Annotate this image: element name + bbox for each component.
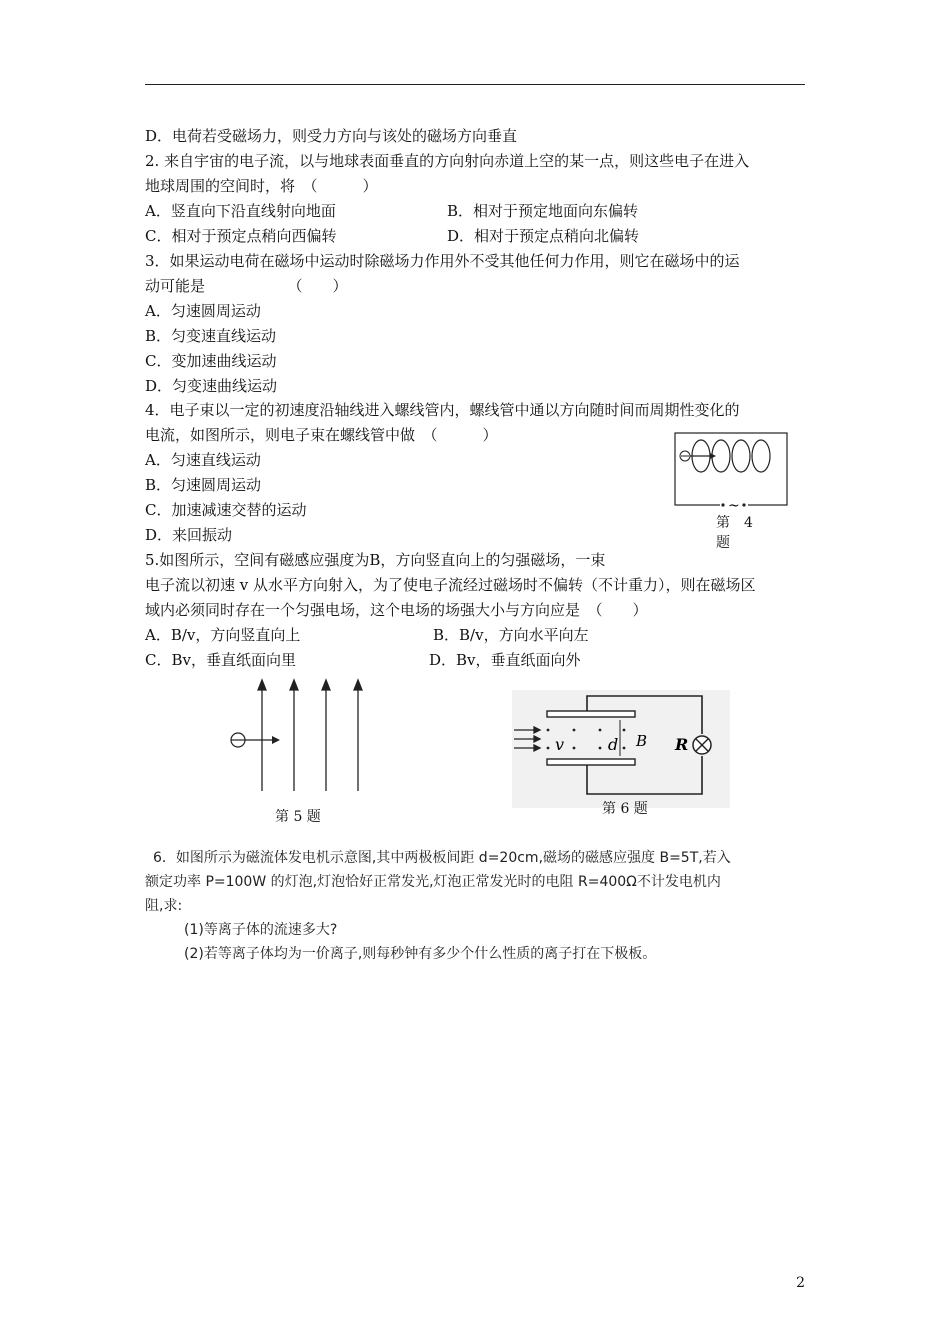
q2-stem-2: 地球周围的空间时，将 （ ）: [145, 177, 378, 195]
q2-option-c: C．相对于预定点稍向西偏转: [145, 227, 337, 245]
q6-line-4: (1)等离子体的流速多大?: [184, 922, 338, 938]
q3-stem-1: 3．如果运动电荷在磁场中运动时除磁场力作用外不受其他任何力作用，则它在磁场中的运: [145, 252, 740, 270]
q3-stem-2: 动可能是 （ ）: [145, 277, 348, 295]
q3-option-a: A．匀速圆周运动: [145, 302, 261, 320]
fig6-caption: 第 6 题: [602, 801, 648, 817]
label-R: R: [675, 735, 689, 754]
page-number: 2: [796, 1275, 805, 1291]
label-v: v: [555, 735, 565, 754]
q4-option-c: C．加速减速交替的运动: [145, 501, 307, 519]
q4-option-b: B．匀速圆周运动: [145, 476, 262, 494]
q4-stem-2: 电流，如图所示，则电子束在螺线管中做 （ ）: [145, 426, 498, 444]
header-rule: [145, 84, 805, 85]
q5-option-c: C．Bv，垂直纸面向里: [145, 651, 296, 669]
label-B: B: [636, 732, 648, 750]
q5-stem-1: 5.如图所示，空间有磁感应强度为B，方向竖直向上的匀强磁场，一束: [145, 551, 606, 569]
q2-stem-1: 2. 来自宇宙的电子流，以与地球表面垂直的方向射向赤道上空的某一点，则这些电子在进入: [145, 152, 750, 170]
q3-option-c: C．变加速曲线运动: [145, 352, 277, 370]
q5-stem-3: 域内必须同时存在一个匀强电场，这个电场的场强大小与方向应是 （ ）: [145, 601, 648, 619]
q3-option-d: D．匀变速曲线运动: [145, 377, 278, 395]
fig6-generator-diagram: [512, 690, 730, 808]
q2-option-a: A．竖直向下沿直线射向地面: [145, 202, 336, 220]
q6-line-3: 阻,求:: [145, 898, 183, 914]
q1-option-d: D．电荷若受磁场力，则受力方向与该处的磁场方向垂直: [145, 127, 518, 145]
q5-option-b: B．B/v，方向水平向左: [433, 626, 589, 644]
fig4-caption-2: 题: [716, 535, 730, 551]
q4-stem-1: 4．电子束以一定的初速度沿轴线进入螺线管内，螺线管中通以方向随时间而周期性变化的: [145, 401, 740, 419]
fig5-caption: 第 5 题: [275, 809, 321, 825]
q4-option-d: D．来回振动: [145, 526, 233, 544]
q2-option-b: B．相对于预定地面向东偏转: [447, 202, 639, 220]
label-d: d: [608, 735, 619, 754]
q2-option-d: D．相对于预定点稍向北偏转: [447, 227, 640, 245]
ac-source-symbol: ~: [728, 498, 740, 514]
q6-line-5: (2)若等离子体均为一价离子,则每秒钟有多少个什么性质的离子打在下极板。: [184, 946, 657, 962]
fig5-field-diagram: [222, 676, 382, 796]
q4-option-a: A．匀速直线运动: [145, 451, 261, 469]
q3-option-b: B．匀变速直线运动: [145, 327, 277, 345]
q5-stem-2: 电子流以初速 v 从水平方向射入，为了使电子流经过磁场时不偏转（不计重力），则在磁场区: [145, 576, 756, 594]
fig4-solenoid-diagram: [668, 428, 798, 518]
q5-option-a: A．B/v，方向竖直向上: [145, 626, 301, 644]
q5-option-d: D．Bv，垂直纸面向外: [429, 651, 581, 669]
fig4-caption-1: 第 4: [716, 515, 753, 531]
q6-line-1: 6．如图所示为磁流体发电机示意图,其中两极板间距 d=20cm,磁场的磁感应强度 B=5T,若入: [153, 850, 731, 866]
q6-line-2: 额定功率 P=100W 的灯泡,灯泡恰好正常发光,灯泡正常发光时的电阻 R=400Ω不计发电机内: [145, 874, 721, 890]
